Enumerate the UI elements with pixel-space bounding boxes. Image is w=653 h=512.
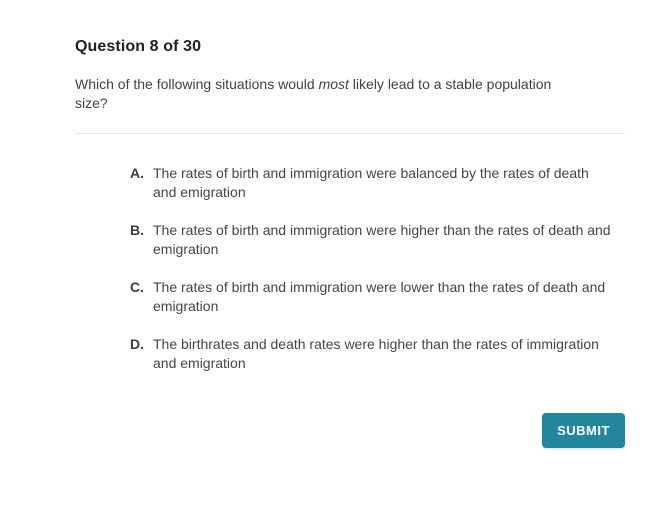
- option-letter-b: B.: [130, 222, 144, 238]
- question-text-part1: Which of the following situations would: [75, 76, 319, 92]
- option-text-b: The rates of birth and immigration were higher than the rates of death and emigration: [153, 222, 611, 257]
- submit-button[interactable]: SUBMIT: [542, 413, 625, 448]
- question-text-emphasis: most: [318, 76, 349, 92]
- question-text-part2: likely lead to a stable population size?: [75, 76, 552, 111]
- option-letter-d: D.: [130, 336, 144, 352]
- question-progress: Question 8 of 30: [75, 38, 202, 55]
- question-divider: [75, 133, 625, 134]
- answer-option-c[interactable]: [130, 278, 615, 316]
- option-letter-a: A.: [130, 165, 144, 181]
- answer-options: [130, 164, 615, 392]
- option-text-c: The rates of birth and immigration were lower than the rates of death and emigration: [153, 279, 606, 314]
- option-letter-c: C.: [130, 279, 144, 295]
- answer-option-d[interactable]: [130, 335, 615, 373]
- question-text: [75, 75, 557, 113]
- option-text-d: The birthrates and death rates were higher than the rates of immigration and emigration: [153, 336, 599, 371]
- answer-option-a[interactable]: [130, 164, 615, 202]
- option-text-a: The rates of birth and immigration were balanced by the rates of death and emigration: [153, 165, 589, 200]
- answer-option-b[interactable]: [130, 221, 615, 259]
